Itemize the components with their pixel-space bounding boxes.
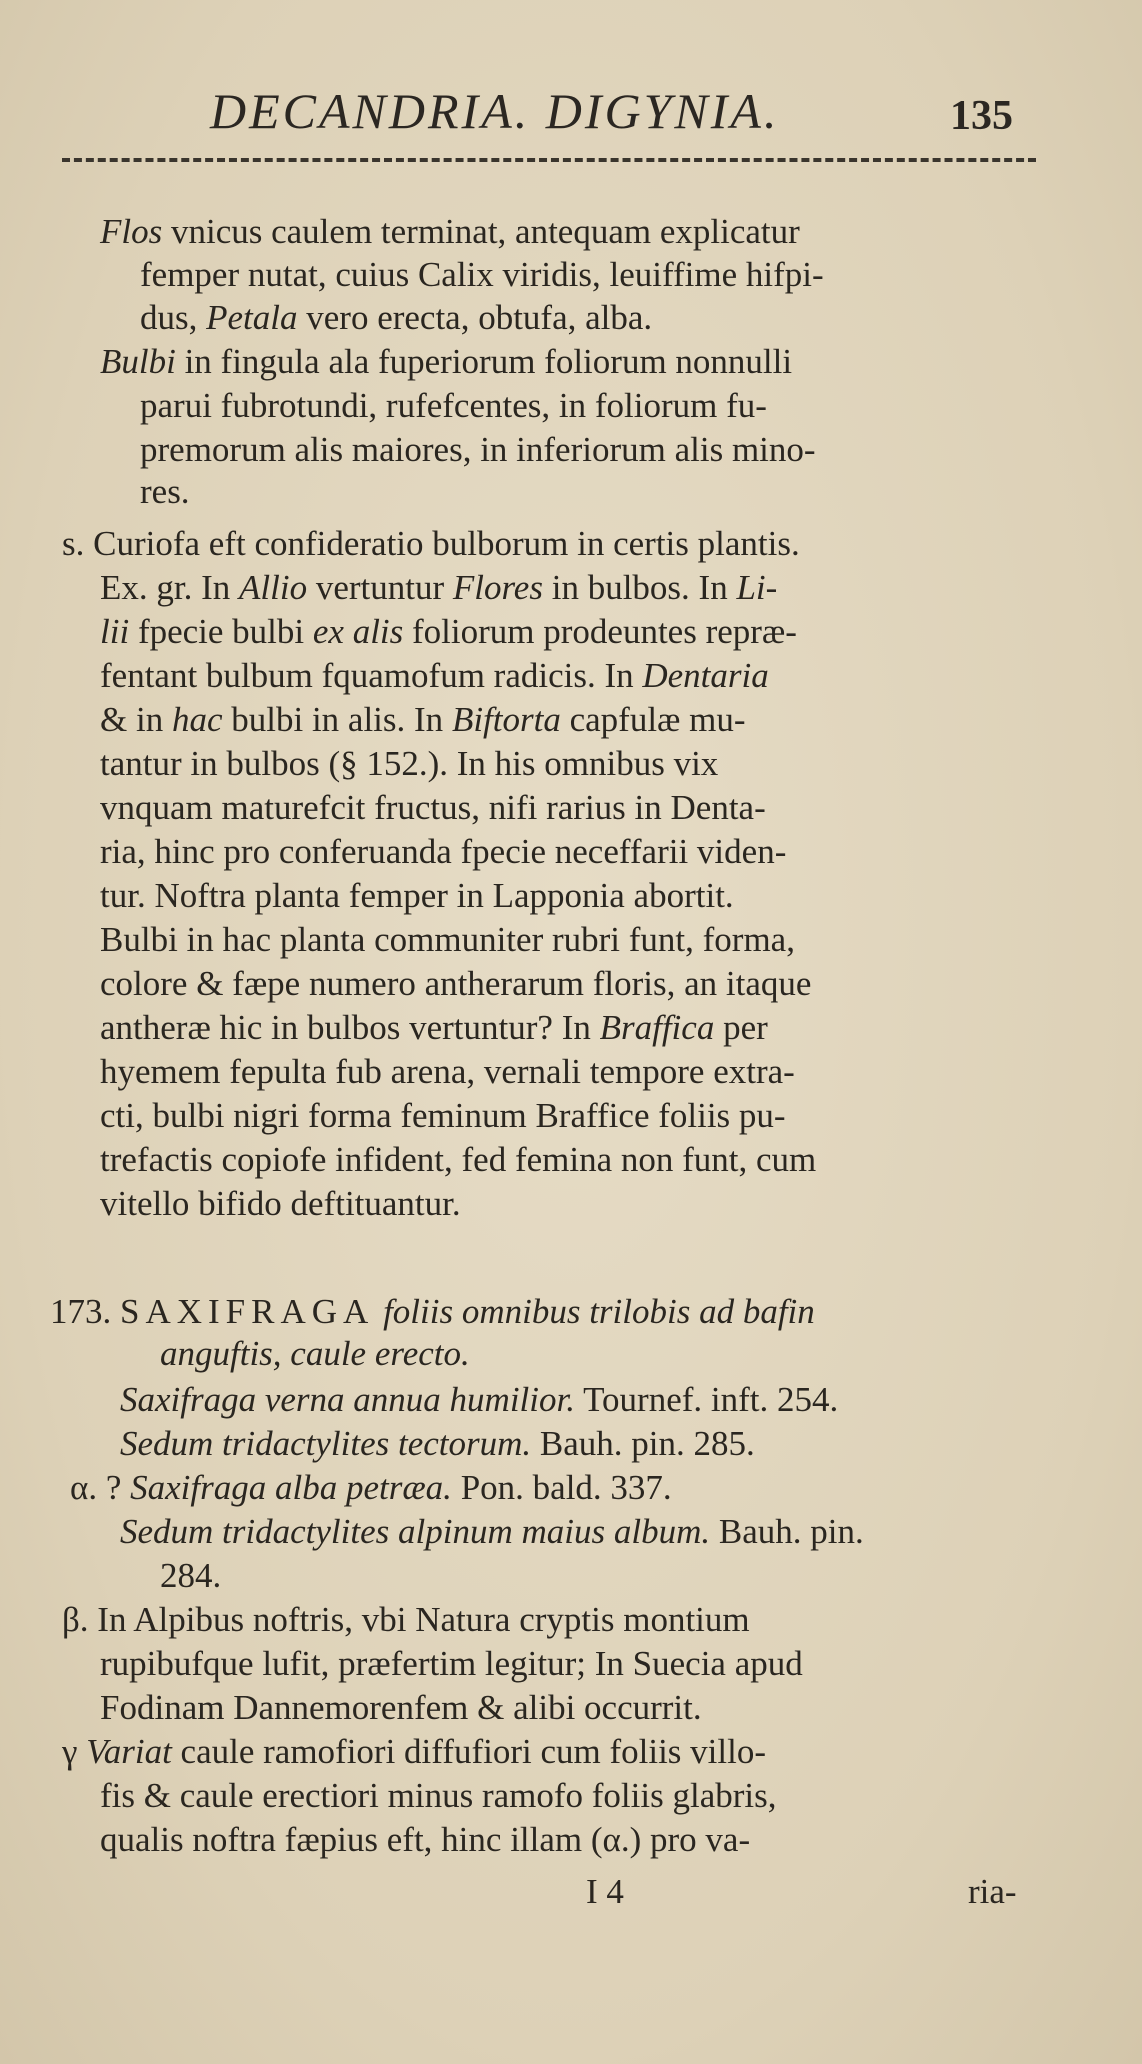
text-segment: parui fubrotundi, rufefcentes, in foliorum fu- [140,386,767,425]
text-line [160,1554,221,1598]
text-line [100,962,811,1006]
text-segment: SAXIFRAGA [120,1292,375,1331]
text-segment: vnquam maturefcit fructus, nifi rarius in Denta- [100,788,766,827]
text-line [62,1598,750,1642]
running-title: DECANDRIA. DIGYNIA. [210,83,780,139]
text-segment: premorum alis maiores, in inferiorum alis mino- [140,430,816,469]
signature-mark: I 4 [586,1872,624,1911]
italic-text: Allio [239,568,308,607]
text-segment: fis & caule erectiori minus ramofo foliis glabris, [100,1776,777,1815]
text-segment: Pon. bald. 337. [451,1468,672,1507]
text-segment: Ex. gr. In [100,568,240,607]
text-line [100,1006,768,1050]
text-line [120,1510,864,1554]
text-segment: colore & fæpe numero antherarum floris, an itaque [100,964,812,1003]
italic-text: Flores [452,568,543,607]
italic-text: Li- [736,568,778,607]
italic-text: Braffica [599,1008,715,1047]
text-segment: 173. [50,1292,120,1331]
page-number: 135 [950,93,1013,139]
text-segment: Bulbi in hac planta communiter rubri funt, forma, [100,920,795,959]
text-line [100,1138,816,1182]
text-line [100,918,795,962]
text-line [140,296,652,340]
italic-text: Saxifraga verna annua humilior. [120,1380,575,1419]
text-line [100,1182,461,1226]
text-segment: bulbi in alis. In [222,700,452,739]
text-segment: fentant bulbum fquamofum radicis. In [100,656,643,695]
text-segment: tur. Noftra planta femper in Lapponia abortit. [100,876,734,915]
text-segment: vitello bifido deftituantur. [100,1184,461,1223]
text-line [100,1774,776,1818]
italic-text: foliis omnibus trilobis ad bafin [374,1292,815,1331]
text-segment: s. Curiofa eft confideratio bulborum in certis plantis. [62,524,800,563]
header-rule [62,158,1036,162]
text-segment: in fingula ala fuperiorum foliorum nonnulli [175,342,793,381]
text-line [100,698,746,742]
text-line [100,210,800,254]
text-line [100,654,769,698]
text-line [140,253,824,297]
text-segment: vertuntur [307,568,453,607]
text-segment: β. In Alpibus noftris, vbi Natura cryptis montium [62,1600,750,1639]
text-segment: cti, bulbi nigri forma feminum Braffice foliis pu- [100,1096,786,1135]
text-segment: Bauh. pin. 285. [531,1424,755,1463]
text-line [100,1686,702,1730]
italic-text: Sedum tridactylites tectorum. [120,1424,532,1463]
text-segment: fpecie bulbi [129,612,313,651]
text-line [160,1332,470,1376]
text-line [50,1290,815,1334]
text-line [100,874,734,918]
text-segment: vnicus caulem terminat, antequam explicatur [162,212,800,251]
text-line [100,830,786,874]
text-segment: dus, [140,298,207,337]
text-segment: trefactis copiofe infident, fed femina non funt, cum [100,1140,817,1179]
italic-text: Saxifraga alba petræa. [130,1468,452,1507]
text-line [100,1642,803,1686]
text-line [62,522,800,566]
text-line [100,786,766,830]
text-line [70,1466,672,1510]
text-segment: qualis noftra fæpius eft, hinc illam (α.) pro va- [100,1820,751,1859]
text-line [100,1050,795,1094]
italic-text: Variat [86,1732,172,1771]
text-line [100,340,792,384]
italic-text: anguftis, caule erecto. [160,1334,470,1373]
text-segment: res. [140,472,190,511]
text-line [120,1422,755,1466]
text-line [62,1730,766,1774]
text-segment: femper nutat, cuius Calix viridis, leuiffime hifpi- [140,255,824,294]
italic-text: Flos [100,212,163,251]
text-segment: α. ? [70,1468,131,1507]
text-line [100,742,718,786]
italic-text: Dentaria [642,656,769,695]
italic-text: lii [100,612,130,651]
text-segment: antheræ hic in bulbos vertuntur? In [100,1008,600,1047]
text-segment: capfulæ mu- [560,700,746,739]
text-segment: vero erecta, obtufa, alba. [297,298,653,337]
italic-text: hac [171,700,223,739]
text-segment: foliorum prodeuntes repræ- [403,612,797,651]
italic-text: Bulbi [100,342,176,381]
italic-text: Biftorta [451,700,561,739]
text-segment: caule ramofiori diffufiori cum foliis villo- [171,1732,766,1771]
text-segment: in bulbos. In [542,568,737,607]
text-line [140,428,816,472]
italic-text: Sedum tridactylites alpinum maius album. [120,1512,711,1551]
text-segment: γ [62,1732,87,1771]
text-line [140,384,767,428]
text-segment: rupibufque lufit, præfertim legitur; In Suecia apud [100,1644,803,1683]
text-segment: tantur in bulbos (§ 152.). In his omnibus vix [100,744,719,783]
italic-text: ex alis [312,612,404,651]
text-segment: Tournef. inft. 254. [574,1380,839,1419]
text-line [100,610,797,654]
text-line [100,1818,750,1862]
page-header [0,62,1142,142]
text-line [140,470,190,514]
text-line [120,1378,838,1422]
text-segment: & in [100,700,172,739]
catchword: ria- [968,1872,1017,1911]
text-line [100,566,777,610]
text-segment: Bauh. pin. [710,1512,864,1551]
text-segment: Fodinam Dannemorenfem & alibi occurrit. [100,1688,702,1727]
text-segment: ria, hinc pro conferuanda fpecie neceffarii viden- [100,832,787,871]
text-segment: 284. [160,1556,222,1595]
italic-text: Petala [206,298,298,337]
text-segment: hyemem fepulta fub arena, vernali tempore extra- [100,1052,795,1091]
text-segment: per [714,1008,768,1047]
text-line [100,1094,786,1138]
